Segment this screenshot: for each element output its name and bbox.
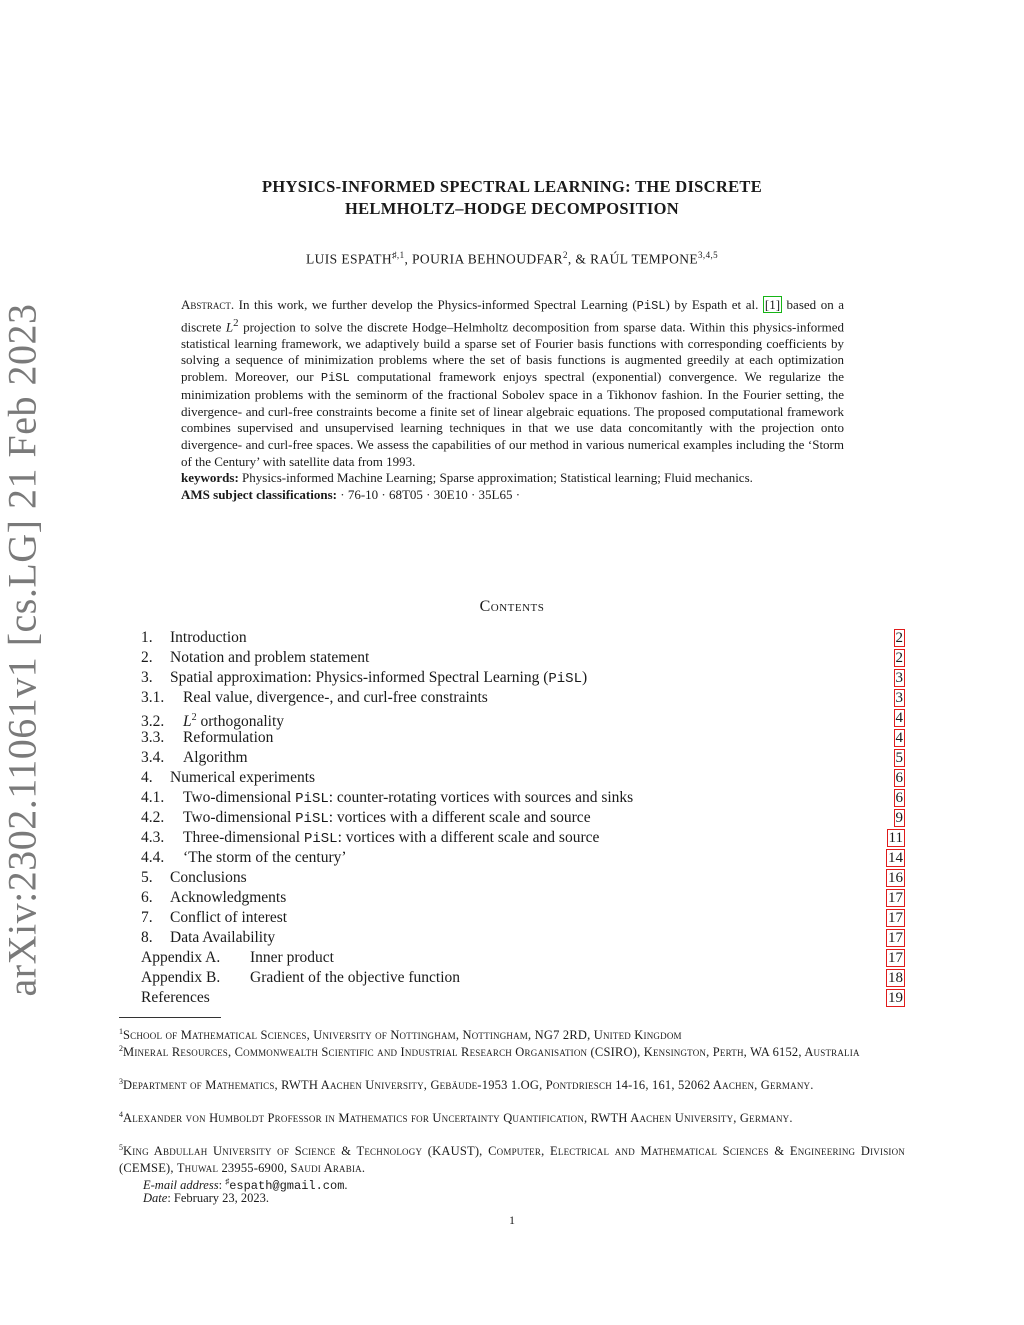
toc-entry-number: 5.: [141, 869, 153, 886]
toc-entry-number: 4.: [141, 769, 153, 786]
toc-entry-title: Spatial approximation: Physics-informed Spectral Learning (PiSL): [170, 669, 588, 687]
toc-entry-number: 8.: [141, 929, 153, 946]
toc-entry-number: 4.1.: [141, 789, 165, 806]
toc-page-link[interactable]: 14: [888, 850, 903, 866]
abstract-text: [181, 297, 844, 470]
toc-entry[interactable]: [141, 708, 907, 731]
footnote-mark: 2: [119, 1044, 123, 1053]
author-2: , POURIA BEHNOUDFAR: [404, 251, 563, 267]
author-1-affil: ♯,1: [392, 250, 405, 260]
toc-entry[interactable]: [141, 728, 907, 748]
author-3-affil: 3,4,5: [698, 250, 719, 260]
toc-page-link[interactable]: 17: [888, 910, 903, 926]
toc-page-link[interactable]: 6: [895, 770, 903, 786]
toc-page-link[interactable]: 9: [895, 810, 903, 826]
toc-entry[interactable]: [141, 988, 907, 1008]
toc-entry-number: 2.: [141, 649, 153, 666]
toc-page-link[interactable]: 4: [895, 730, 903, 746]
keywords-label: keywords:: [181, 470, 239, 486]
email-sep: :: [218, 1178, 226, 1193]
toc-entry-title: Gradient of the objective function: [250, 969, 461, 986]
footnote-5: [119, 1140, 905, 1176]
paper-title: [0, 176, 1024, 220]
footnote-mark: 5: [119, 1143, 123, 1152]
toc-entry-number: 7.: [141, 909, 153, 926]
toc-page-link[interactable]: 17: [888, 950, 903, 966]
toc-page-link[interactable]: 2: [895, 650, 903, 666]
toc-page-link[interactable]: 3: [895, 690, 903, 706]
arxiv-id: arXiv:2302.11061v1 [cs.LG] 21 Feb 2023: [0, 303, 45, 997]
toc-entry-title: Inner product: [250, 949, 334, 966]
title-line-1: PHYSICS-INFORMED SPECTRAL LEARNING: THE DISCRETE: [261, 177, 762, 196]
toc-entry-title: Reformulation: [183, 729, 274, 746]
date-value: : February 23, 2023.: [167, 1191, 270, 1205]
toc-page-link[interactable]: 18: [888, 970, 903, 986]
ams-line: [181, 487, 844, 504]
ams-label: AMS subject classifications:: [181, 487, 337, 503]
pisl-term: PiSL: [320, 371, 350, 386]
toc-entry[interactable]: [141, 908, 907, 928]
footnote-text: Alexander von Humboldt Professor in Mathematics for Uncertainty Quantification, RWTH Aachen University, Germany.: [123, 1111, 793, 1126]
toc-entry[interactable]: [141, 788, 907, 808]
toc-entry[interactable]: [141, 928, 907, 948]
toc-entry-number: Appendix A.: [141, 949, 221, 966]
table-of-contents: [141, 628, 907, 1008]
toc-entry[interactable]: [141, 648, 907, 668]
footnote-mark: 1: [119, 1027, 123, 1036]
date-line: [143, 1190, 929, 1207]
toc-page-link[interactable]: 16: [888, 870, 903, 886]
footnote-text: Mineral Resources, Commonwealth Scientific and Industrial Research Organisation (CSIRO), Kensington, Perth, WA 6152, Australia: [123, 1045, 860, 1060]
toc-page-link[interactable]: 2: [895, 630, 903, 646]
abstract-part: projection to solve the discrete Hodge–Helmholtz decomposition from sparse data. Within this physics-informed statistical learning framework, we adaptively build a sparse set of Fourier basis functions with corresponding coefficients by solving a sequence of minimization problems where the set of basis functions is augmented greedily at each optimization problem. Moreover, our: [181, 319, 844, 385]
email-mark: ♯: [225, 1177, 230, 1186]
toc-page-link[interactable]: 4: [895, 710, 903, 726]
abstract-label: Abstract.: [181, 297, 235, 312]
abstract-part: In this work, we further develop the Physics-informed Spectral Learning (: [234, 297, 637, 312]
toc-entry-number: 4.3.: [141, 829, 165, 846]
toc-entry[interactable]: [141, 968, 907, 988]
toc-entry-number: 4.4.: [141, 849, 165, 866]
author-3: , & RAÚL TEMPONE: [567, 251, 699, 267]
pisl-term: PiSL: [636, 299, 666, 313]
footnote-text: King Abdullah University of Science & Technology (KAUST), Computer, Electrical and Mathematical Sciences & Engineering Division (CEMSE), Thuwal 23955-6900, Saudi Arabia.: [119, 1144, 905, 1175]
toc-page-link[interactable]: 5: [895, 750, 903, 766]
footnote-3: [119, 1074, 905, 1094]
toc-entry[interactable]: [141, 808, 907, 828]
footnote-mark: 3: [119, 1077, 123, 1086]
toc-entry-number: 6.: [141, 889, 153, 906]
title-line-2: HELMHOLTZ–HODGE DECOMPOSITION: [344, 199, 680, 218]
toc-page-link[interactable]: 11: [888, 830, 903, 846]
toc-entry-number: 1.: [141, 629, 153, 646]
toc-entry[interactable]: [141, 628, 907, 648]
author-1: LUIS ESPATH: [305, 251, 393, 267]
toc-entry-title: Conclusions: [170, 869, 247, 886]
toc-entry-title: ‘The storm of the century’: [183, 849, 347, 866]
toc-page-link[interactable]: 17: [888, 890, 903, 906]
math-l: L: [225, 319, 234, 335]
toc-entry[interactable]: [141, 768, 907, 788]
toc-entry-number: 3.4.: [141, 749, 165, 766]
toc-page-link[interactable]: 3: [895, 670, 903, 686]
abstract-part: based on a discrete: [181, 297, 844, 335]
toc-entry[interactable]: [141, 888, 907, 908]
toc-page-link[interactable]: 19: [888, 990, 903, 1006]
email-address[interactable]: espath@gmail.com: [229, 1179, 345, 1194]
toc-entry-number: 3.3.: [141, 729, 165, 746]
email-label: E-mail address: [143, 1178, 219, 1193]
toc-entry-number: 3.: [141, 669, 153, 686]
toc-entry-number: 4.2.: [141, 809, 165, 826]
toc-entry-title: Real value, divergence-, and curl-free constraints: [183, 689, 488, 706]
toc-entry-title: Algorithm: [183, 749, 248, 766]
toc-entry[interactable]: [141, 748, 907, 768]
math-sup: 2: [233, 316, 239, 329]
footnote-mark: 4: [119, 1110, 123, 1119]
toc-entry-title: Data Availability: [170, 929, 276, 946]
toc-entry-title: Two-dimensional PiSL: vortices with a different scale and source: [183, 809, 591, 827]
page-number: 1: [509, 1213, 515, 1227]
abstract-block: [181, 297, 844, 504]
toc-entry-title: $L^2$ orthogonality: [183, 712, 285, 731]
toc-entry-number: Appendix B.: [141, 969, 221, 986]
citation-link[interactable]: [1]: [764, 297, 781, 312]
toc-entry-title: Two-dimensional PiSL: counter-rotating vortices with sources and sinks: [183, 789, 634, 807]
date-label: Date: [143, 1191, 168, 1205]
toc-entry-title: Notation and problem statement: [170, 649, 370, 666]
toc-page-link[interactable]: 6: [895, 790, 903, 806]
toc-entry[interactable]: [141, 668, 907, 688]
toc-entry-title: Acknowledgments: [170, 889, 287, 906]
footnote-text: School of Mathematical Sciences, University of Nottingham, Nottingham, NG7 2RD, United Kingdom: [123, 1028, 682, 1043]
footnote-rule: [119, 1017, 221, 1018]
keywords-text: Physics-informed Machine Learning; Sparse approximation; Statistical learning; Fluid mechanics.: [238, 470, 753, 486]
toc-entry-title: Three-dimensional PiSL: vortices with a different scale and source: [183, 829, 600, 847]
footnote-4: [119, 1107, 905, 1127]
toc-entry-title: Introduction: [170, 629, 247, 646]
ams-text: · 76-10 · 68T05 · 30E10 · 35L65 ·: [337, 487, 521, 503]
footnote-2: [119, 1041, 905, 1061]
author-2-affil: 2: [562, 250, 568, 260]
keywords-line: [181, 470, 844, 487]
toc-entry[interactable]: [141, 828, 907, 848]
toc-entry[interactable]: [141, 848, 907, 868]
abstract-part: ) by Espath et al.: [665, 297, 759, 312]
toc-entry-title: Numerical experiments: [170, 769, 316, 786]
toc-entry[interactable]: [141, 688, 907, 708]
author-list: [0, 250, 1024, 268]
toc-entry-number: 3.2.: [141, 713, 165, 731]
abstract-part: computational framework enjoys spectral (exponential) convergence. We regularize the minimization problems with the seminorm of the fractional Sobolev space in a Tikhonov fashion. In the Fourier setting, the divergence- and curl-free constraints become a finite set of linear algebraic equations. The proposed computational framework combines supervised and unsupervised learning techniques in that we use data concomitantly with the projection onto divergence- and curl-free spaces. We assess the capabilities of our method in various numerical examples including the ‘Storm of the Century’ with satellite data from 1993.: [181, 369, 844, 469]
toc-entry[interactable]: [141, 948, 907, 968]
toc-entry-title: Conflict of interest: [170, 909, 288, 926]
email-end: .: [344, 1178, 348, 1193]
toc-entry[interactable]: [141, 868, 907, 888]
toc-page-link[interactable]: 17: [888, 930, 903, 946]
contents-heading: Contents: [479, 598, 545, 615]
toc-entry-number: 3.1.: [141, 689, 165, 706]
toc-entry-title: References: [141, 989, 210, 1006]
footnote-text: Department of Mathematics, RWTH Aachen University, Gebäude-1953 1.OG, Pontdriesch 14-16, 161, 52062 Aachen, Germany.: [123, 1078, 814, 1093]
